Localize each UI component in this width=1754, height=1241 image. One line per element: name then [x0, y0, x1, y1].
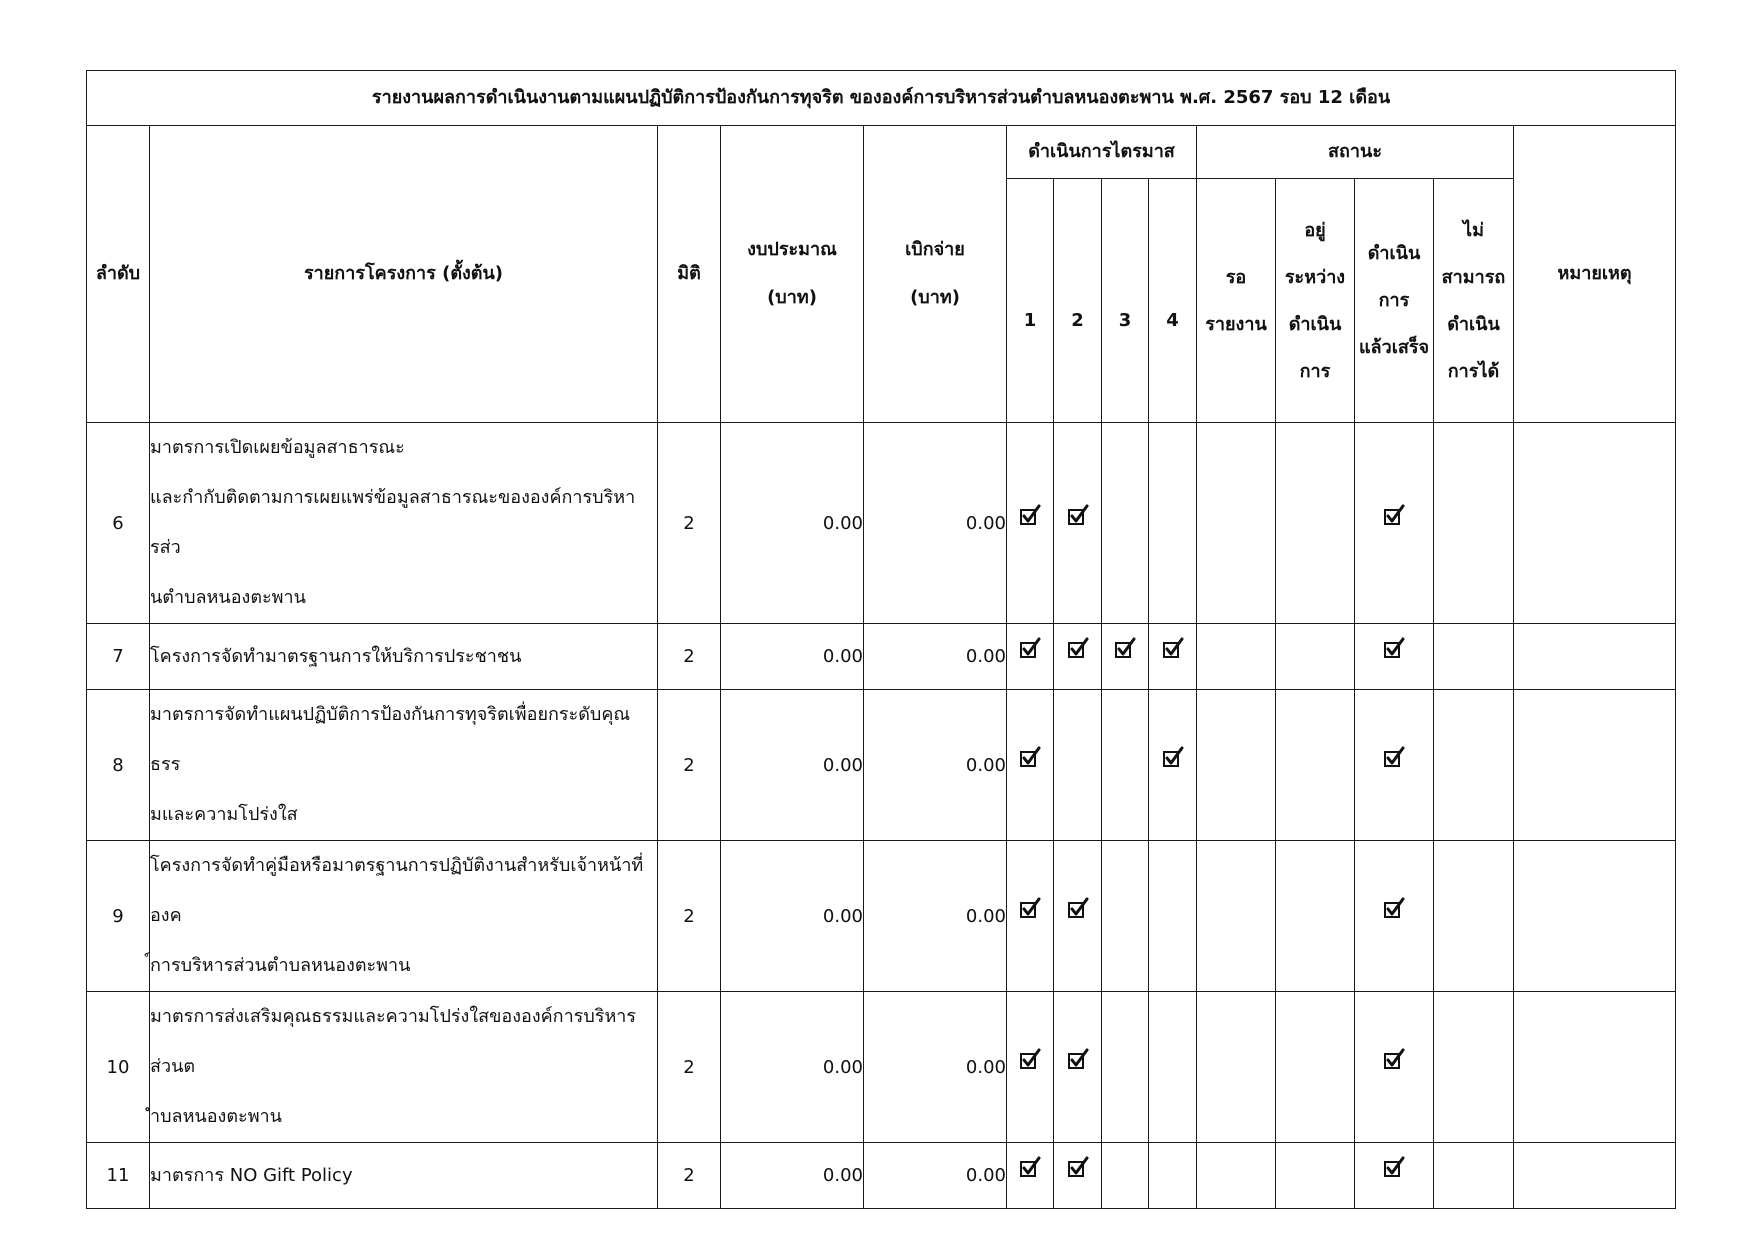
status-done-cell: [1355, 841, 1434, 992]
quarter-2-cell: [1054, 624, 1102, 690]
status-in-progress-cell: [1276, 992, 1355, 1143]
quarter-4-cell: [1149, 841, 1197, 992]
status-pending-cell: [1197, 624, 1276, 690]
remarks-cell: [1514, 841, 1676, 992]
checkbox-checked-icon: [1019, 504, 1041, 526]
quarter-3-cell: [1102, 624, 1149, 690]
quarter-2-cell: [1054, 690, 1102, 841]
quarter-2-cell: [1054, 841, 1102, 992]
disbursed-cell: 0.00: [864, 624, 1007, 690]
project-name-line: ำบลหนองตะพาน: [150, 1106, 282, 1127]
header-status-unable: ไม่ สามารถ ดำเนิน การได้: [1434, 179, 1514, 423]
remarks-cell: [1514, 423, 1676, 624]
project-name: [150, 624, 658, 690]
quarter-2-cell: [1054, 1143, 1102, 1209]
disbursed-cell: 0.00: [864, 841, 1007, 992]
project-name-line: โครงการจัดทำมาตรฐานการให้บริการประชาชน: [150, 645, 522, 667]
remarks-cell: [1514, 992, 1676, 1143]
quarter-1-cell: [1007, 423, 1054, 624]
report-table: [86, 70, 1676, 1209]
report-title: รายงานผลการดำเนินงานตามแผนปฏิบัติการป้องกันการทุจริต ขององค์การบริหารส่วนตำบลหนองตะพาน พ.ศ. 2567 รอบ 12 เดือน: [87, 71, 1676, 126]
header-quarter-3: 3: [1102, 179, 1149, 423]
quarter-2-cell: [1054, 992, 1102, 1143]
project-name-line: มาตรการ NO Gift Policy: [150, 1164, 353, 1186]
disbursed-cell: 0.00: [864, 423, 1007, 624]
disbursed-cell: 0.00: [864, 1143, 1007, 1209]
checkbox-checked-icon: [1162, 746, 1184, 768]
quarter-3-cell: [1102, 992, 1149, 1143]
project-name: [150, 423, 658, 624]
status-unable-cell: [1434, 423, 1514, 624]
disbursed-cell: 0.00: [864, 992, 1007, 1143]
status-unable-cell: [1434, 992, 1514, 1143]
checkbox-checked-icon: [1383, 897, 1405, 919]
project-name-line: นตำบลหนองตะพาน: [150, 587, 306, 608]
project-name: [150, 1143, 658, 1209]
row-number: 6: [87, 423, 150, 624]
quarter-1-cell: [1007, 992, 1054, 1143]
quarter-3-cell: [1102, 841, 1149, 992]
quarter-4-cell: [1149, 690, 1197, 841]
checkbox-checked-icon: [1019, 1048, 1041, 1070]
status-done-cell: [1355, 1143, 1434, 1209]
quarter-4-cell: [1149, 624, 1197, 690]
dimension-cell: 2: [658, 624, 721, 690]
header-status-in-progress: อยู่ ระหว่าง ดำเนิน การ: [1276, 179, 1355, 423]
status-in-progress-cell: [1276, 624, 1355, 690]
header-quarter-group: ดำเนินการไตรมาส: [1007, 126, 1197, 179]
disbursed-cell: 0.00: [864, 690, 1007, 841]
quarter-3-cell: [1102, 423, 1149, 624]
row-number: 9: [87, 841, 150, 992]
checkbox-checked-icon: [1383, 504, 1405, 526]
quarter-4-cell: [1149, 992, 1197, 1143]
quarter-3-cell: [1102, 690, 1149, 841]
dimension-cell: 2: [658, 690, 721, 841]
checkbox-checked-icon: [1067, 504, 1089, 526]
header-status-done: ดำเนิน การ แล้วเสร็จ: [1355, 179, 1434, 423]
status-unable-cell: [1434, 841, 1514, 992]
dimension-cell: 2: [658, 423, 721, 624]
report-body: [87, 423, 1676, 1209]
table-row: [87, 992, 1676, 1143]
checkbox-checked-icon: [1383, 746, 1405, 768]
checkbox-checked-icon: [1067, 637, 1089, 659]
project-name: [150, 841, 658, 992]
table-row: [87, 841, 1676, 992]
project-name: [150, 690, 658, 841]
quarter-3-cell: [1102, 1143, 1149, 1209]
checkbox-checked-icon: [1383, 1048, 1405, 1070]
checkbox-checked-icon: [1067, 1156, 1089, 1178]
dimension-cell: 2: [658, 1143, 721, 1209]
header-quarter-2: 2: [1054, 179, 1102, 423]
checkbox-checked-icon: [1019, 746, 1041, 768]
status-pending-cell: [1197, 690, 1276, 841]
status-in-progress-cell: [1276, 423, 1355, 624]
header-budget: งบประมาณ (บาท): [721, 126, 864, 423]
status-pending-cell: [1197, 423, 1276, 624]
quarter-1-cell: [1007, 690, 1054, 841]
row-number: 10: [87, 992, 150, 1143]
checkbox-checked-icon: [1019, 637, 1041, 659]
project-name-line: โครงการจัดทำคู่มือหรือมาตรฐานการปฏิบัติงานสำหรับเจ้าหน้าที่องค: [150, 855, 644, 926]
budget-cell: 0.00: [721, 992, 864, 1143]
budget-cell: 0.00: [721, 624, 864, 690]
status-done-cell: [1355, 624, 1434, 690]
budget-cell: 0.00: [721, 1143, 864, 1209]
quarter-4-cell: [1149, 1143, 1197, 1209]
checkbox-checked-icon: [1383, 637, 1405, 659]
table-row: [87, 423, 1676, 624]
status-unable-cell: [1434, 690, 1514, 841]
checkbox-checked-icon: [1019, 1156, 1041, 1178]
remarks-cell: [1514, 690, 1676, 841]
status-pending-cell: [1197, 992, 1276, 1143]
table-row: [87, 1143, 1676, 1209]
header-status-group: สถานะ: [1197, 126, 1514, 179]
header-order: ลำดับ: [87, 126, 150, 423]
status-pending-cell: [1197, 841, 1276, 992]
status-unable-cell: [1434, 624, 1514, 690]
status-done-cell: [1355, 992, 1434, 1143]
header-disbursed: เบิกจ่าย (บาท): [864, 126, 1007, 423]
quarter-1-cell: [1007, 624, 1054, 690]
project-name-line: มาตรการจัดทำแผนปฏิบัติการป้องกันการทุจริตเพื่อยกระดับคุณธรร: [150, 704, 631, 775]
row-number: 8: [87, 690, 150, 841]
header-project: รายการโครงการ (ตั้งต้น): [150, 126, 658, 423]
remarks-cell: [1514, 624, 1676, 690]
project-name-line: และกำกับติดตามการเผยแพร่ข้อมูลสาธารณะขององค์การบริหารส่ว: [150, 487, 636, 558]
status-in-progress-cell: [1276, 1143, 1355, 1209]
checkbox-checked-icon: [1067, 897, 1089, 919]
remarks-cell: [1514, 1143, 1676, 1209]
project-name: [150, 992, 658, 1143]
project-name-line: มาตรการเปิดเผยข้อมูลสาธารณะ: [150, 437, 405, 458]
status-done-cell: [1355, 690, 1434, 841]
quarter-4-cell: [1149, 423, 1197, 624]
quarter-2-cell: [1054, 423, 1102, 624]
header-quarter-1: 1: [1007, 179, 1054, 423]
status-done-cell: [1355, 423, 1434, 624]
budget-cell: 0.00: [721, 841, 864, 992]
header-remarks: หมายเหตุ: [1514, 126, 1676, 423]
table-row: [87, 690, 1676, 841]
quarter-1-cell: [1007, 841, 1054, 992]
project-name-line: มและความโปร่งใส: [150, 804, 298, 825]
checkbox-checked-icon: [1019, 897, 1041, 919]
dimension-cell: 2: [658, 841, 721, 992]
status-unable-cell: [1434, 1143, 1514, 1209]
budget-cell: 0.00: [721, 423, 864, 624]
checkbox-checked-icon: [1383, 1156, 1405, 1178]
project-name-line: มาตรการส่งเสริมคุณธรรมและความโปร่งใสขององค์การบริหารส่วนต: [150, 1006, 637, 1077]
budget-cell: 0.00: [721, 690, 864, 841]
status-in-progress-cell: [1276, 841, 1355, 992]
header-status-pending: รอ รายงาน: [1197, 179, 1276, 423]
row-number: 11: [87, 1143, 150, 1209]
header-quarter-4: 4: [1149, 179, 1197, 423]
checkbox-checked-icon: [1114, 637, 1136, 659]
status-pending-cell: [1197, 1143, 1276, 1209]
status-in-progress-cell: [1276, 690, 1355, 841]
checkbox-checked-icon: [1162, 637, 1184, 659]
header-dimension: มิติ: [658, 126, 721, 423]
row-number: 7: [87, 624, 150, 690]
quarter-1-cell: [1007, 1143, 1054, 1209]
project-name-line: ์การบริหารส่วนตำบลหนองตะพาน: [150, 955, 411, 976]
checkbox-checked-icon: [1067, 1048, 1089, 1070]
table-row: [87, 624, 1676, 690]
dimension-cell: 2: [658, 992, 721, 1143]
